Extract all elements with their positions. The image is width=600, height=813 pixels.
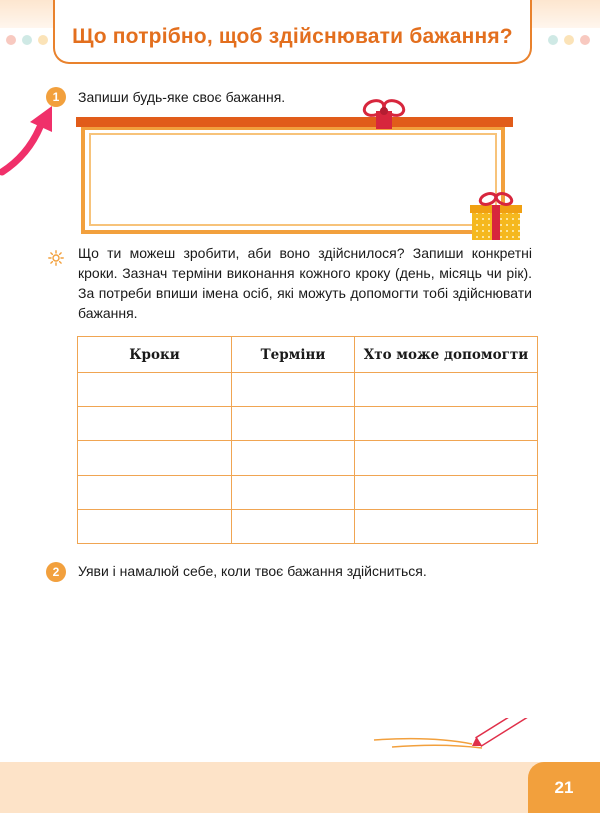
table-cell[interactable] [78,373,232,407]
table-cell[interactable] [355,373,538,407]
task-1-number-badge: 1 [46,87,66,107]
column-header-helpers: Хто може допомогти [355,337,538,373]
task-1-text: Запиши будь-яке своє бажання. [78,89,286,105]
dot [564,35,574,45]
table-cell[interactable] [232,475,355,509]
table-cell[interactable] [78,509,232,543]
wish-writing-frame[interactable] [81,127,505,234]
table-row [78,407,538,441]
table-row [78,441,538,475]
table-cell[interactable] [232,373,355,407]
wish-frame-inner-border [89,133,497,226]
table-cell[interactable] [78,475,232,509]
dot [6,35,16,45]
sun-icon [48,250,64,266]
dot [38,35,48,45]
curved-arrow-icon [0,102,60,176]
table-cell[interactable] [232,509,355,543]
table-cell[interactable] [78,407,232,441]
table-cell[interactable] [232,441,355,475]
table-row [78,509,538,543]
dot [580,35,590,45]
column-header-steps: Кроки [78,337,232,373]
pencil-icon [372,718,542,758]
dot [22,35,32,45]
page-title: Що потрібно, щоб здійснювати бажання? [72,25,513,48]
wish-frame-top-bar [76,117,513,127]
column-header-deadlines: Терміни [232,337,355,373]
table-cell[interactable] [355,407,538,441]
table-row [78,475,538,509]
steps-table [77,336,538,544]
planning-instructions: Що ти можеш зробити, аби воно здійснилося? Запиши конкретні кроки. Зазнач терміни виконання кожного кроку (день, місяць чи рік). За потреби впиши імена осіб, які можуть допомогти тобі здійснювати бажання. [78,245,532,321]
task-2-text: Уяви і намалюй себе, коли твоє бажання здійсниться. [78,563,427,579]
table-header-row [78,337,538,373]
table-cell[interactable] [78,441,232,475]
page-number: 21 [528,762,600,813]
bottom-band [0,762,600,813]
task-2-number-badge: 2 [46,562,66,582]
ribbon-bow-icon [362,97,406,131]
table-cell[interactable] [355,475,538,509]
gift-box-icon [468,192,524,242]
dot [548,35,558,45]
page-title-box [53,0,532,64]
table-cell[interactable] [355,441,538,475]
table-row [78,373,538,407]
table-cell[interactable] [232,407,355,441]
table-cell[interactable] [355,509,538,543]
